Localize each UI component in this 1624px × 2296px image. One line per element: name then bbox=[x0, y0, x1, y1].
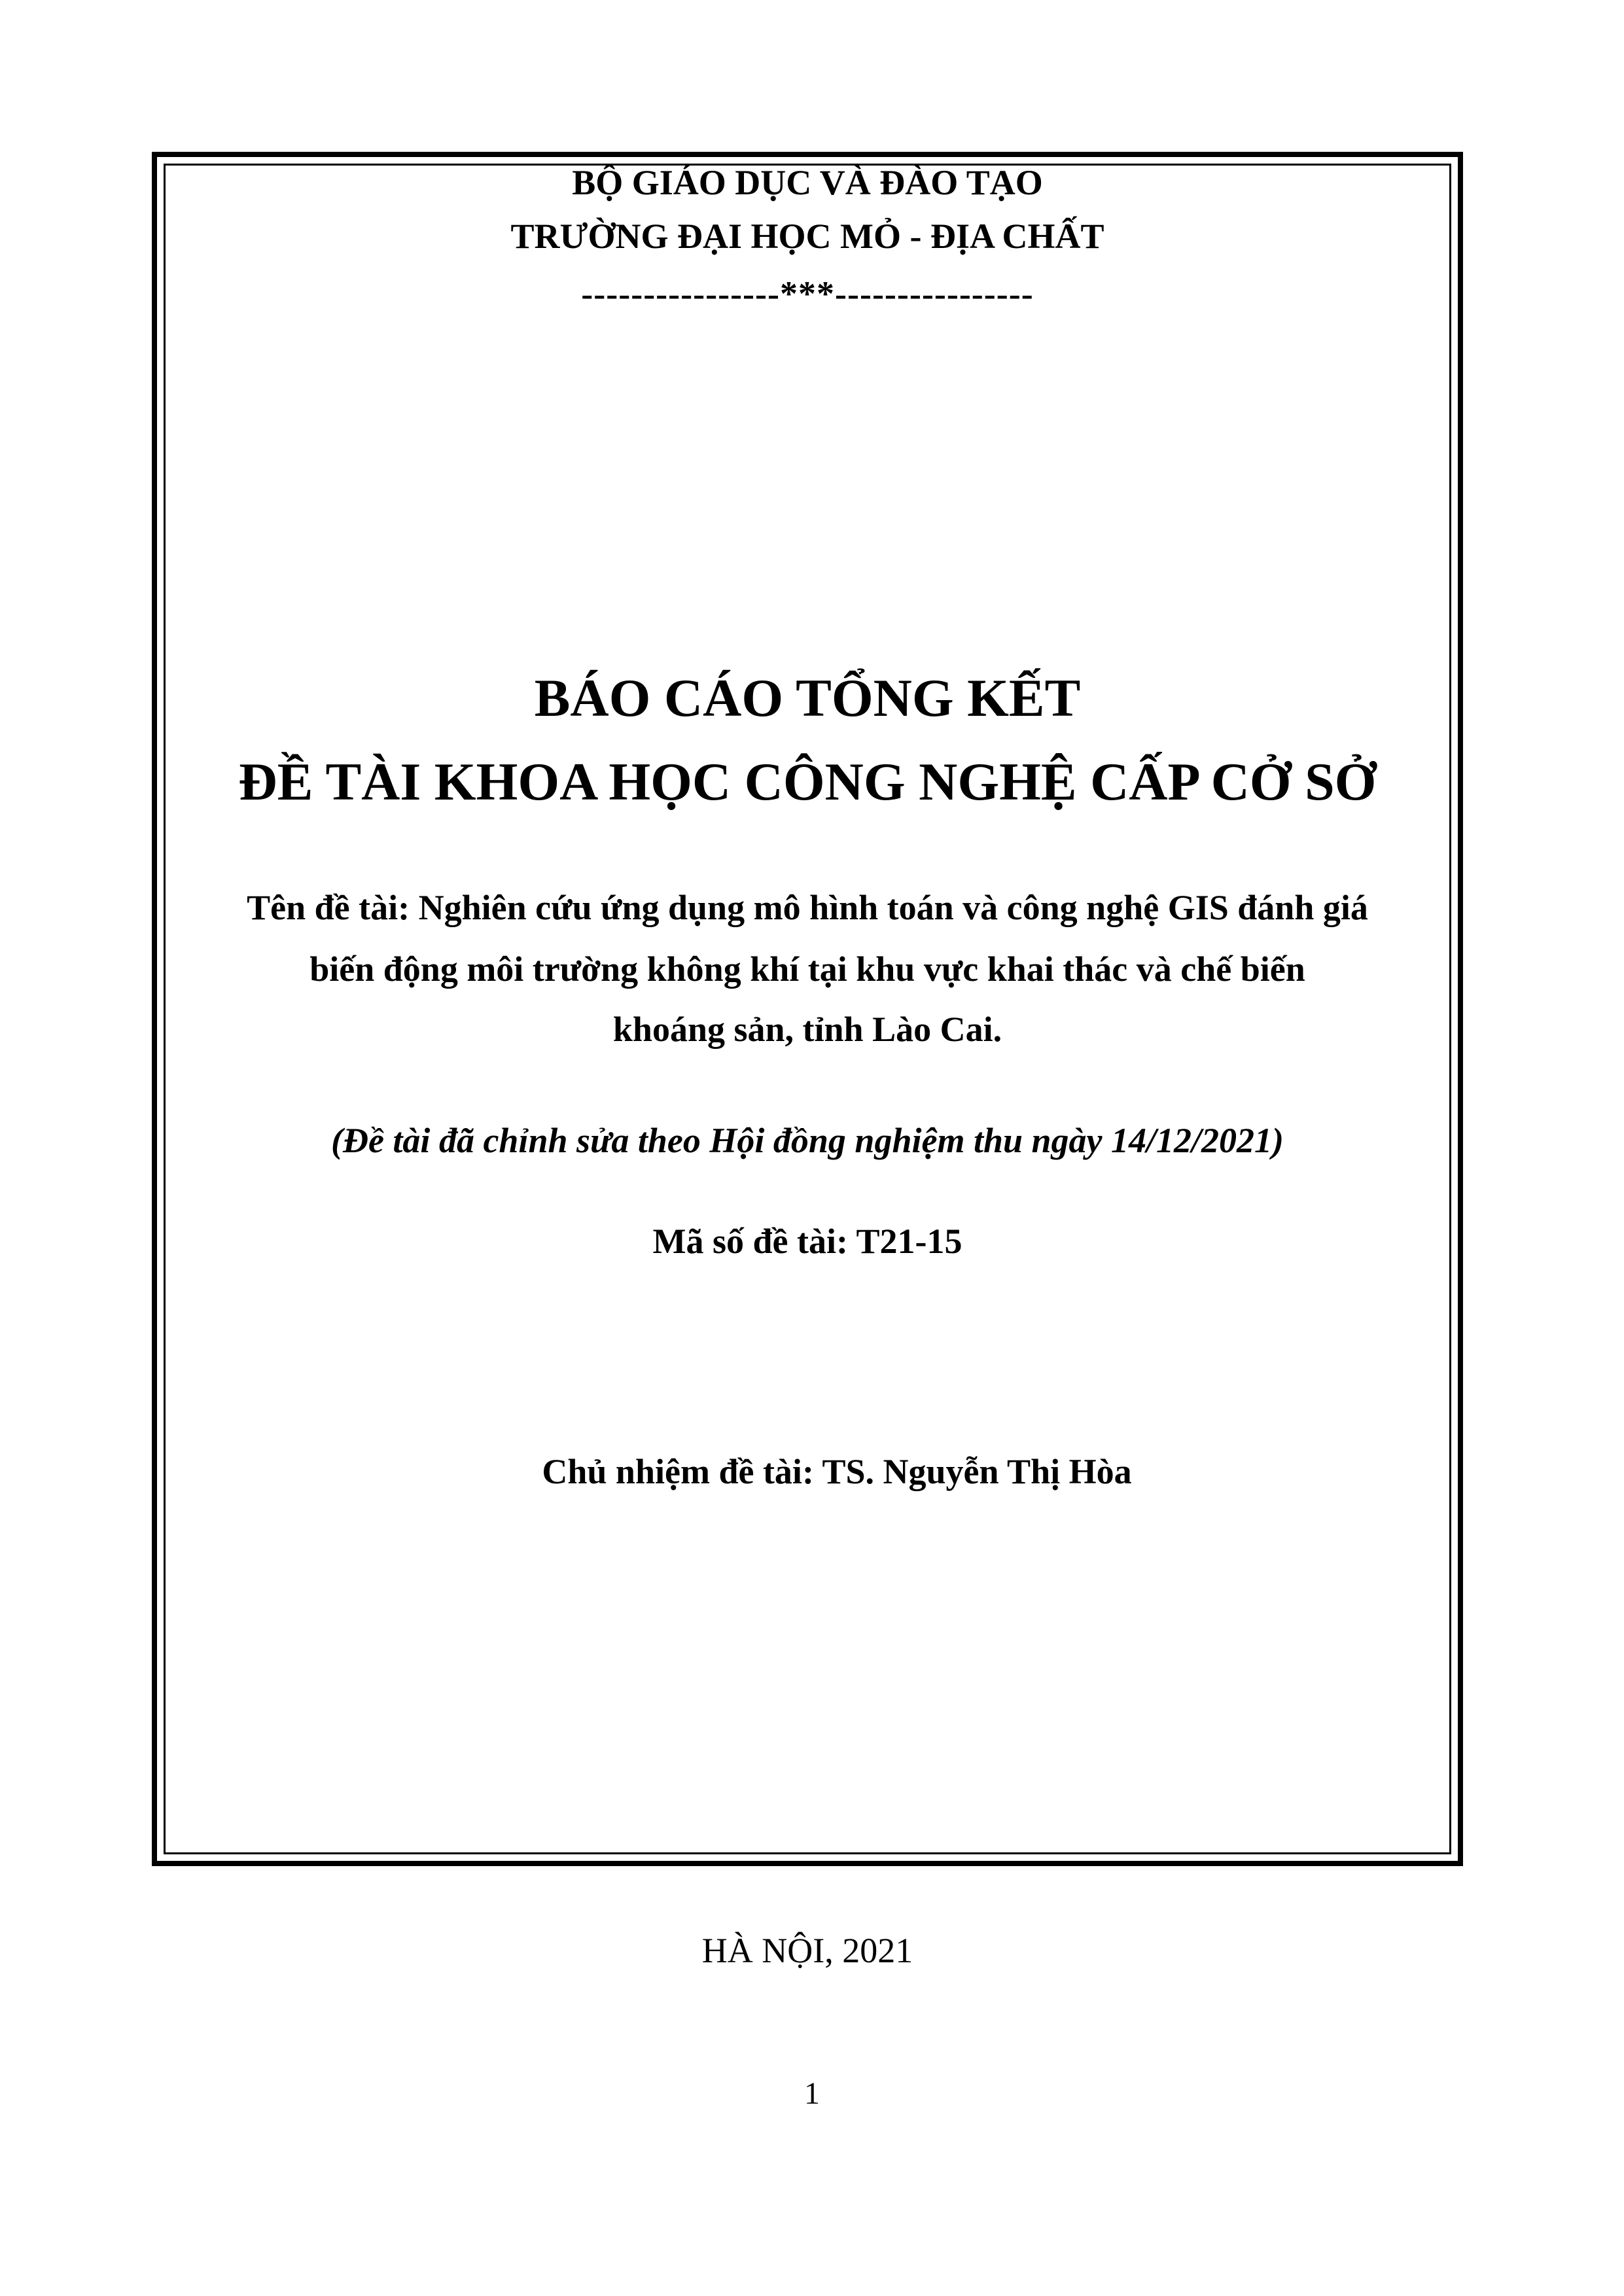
report-title-line-1: BÁO CÁO TỔNG KẾT bbox=[534, 668, 1081, 728]
project-code: Mã số đề tài: T21-15 bbox=[652, 1222, 962, 1261]
topic-line-1: Tên đề tài: Nghiên cứu ứng dụng mô hình toán và công nghệ GIS đánh giá bbox=[247, 888, 1368, 927]
revision-note: (Đề tài đã chỉnh sửa theo Hội đồng nghiệm thu ngày 14/12/2021) bbox=[330, 1121, 1284, 1160]
report-title-line-2: ĐỀ TÀI KHOA HỌC CÔNG NGHỆ CẤP CỞ SỞ bbox=[238, 752, 1377, 811]
header-separator: ----------------***---------------- bbox=[581, 274, 1034, 313]
project-leader: Chủ nhiệm đề tài: TS. Nguyễn Thị Hòa bbox=[542, 1452, 1132, 1491]
university-name: TRƯỜNG ĐẠI HỌC MỎ - ĐỊA CHẤT bbox=[510, 217, 1104, 256]
topic-line-2: biến động môi trường không khí tại khu vực khai thác và chế biến bbox=[309, 949, 1305, 989]
ministry-name: BỘ GIÁO DỤC VÀ ĐÀO TẠO bbox=[572, 163, 1043, 202]
page-number: 1 bbox=[804, 2076, 820, 2111]
topic-line-3: khoáng sản, tỉnh Lào Cai. bbox=[612, 1010, 1002, 1049]
place-year: HÀ NỘI, 2021 bbox=[701, 1931, 913, 1970]
